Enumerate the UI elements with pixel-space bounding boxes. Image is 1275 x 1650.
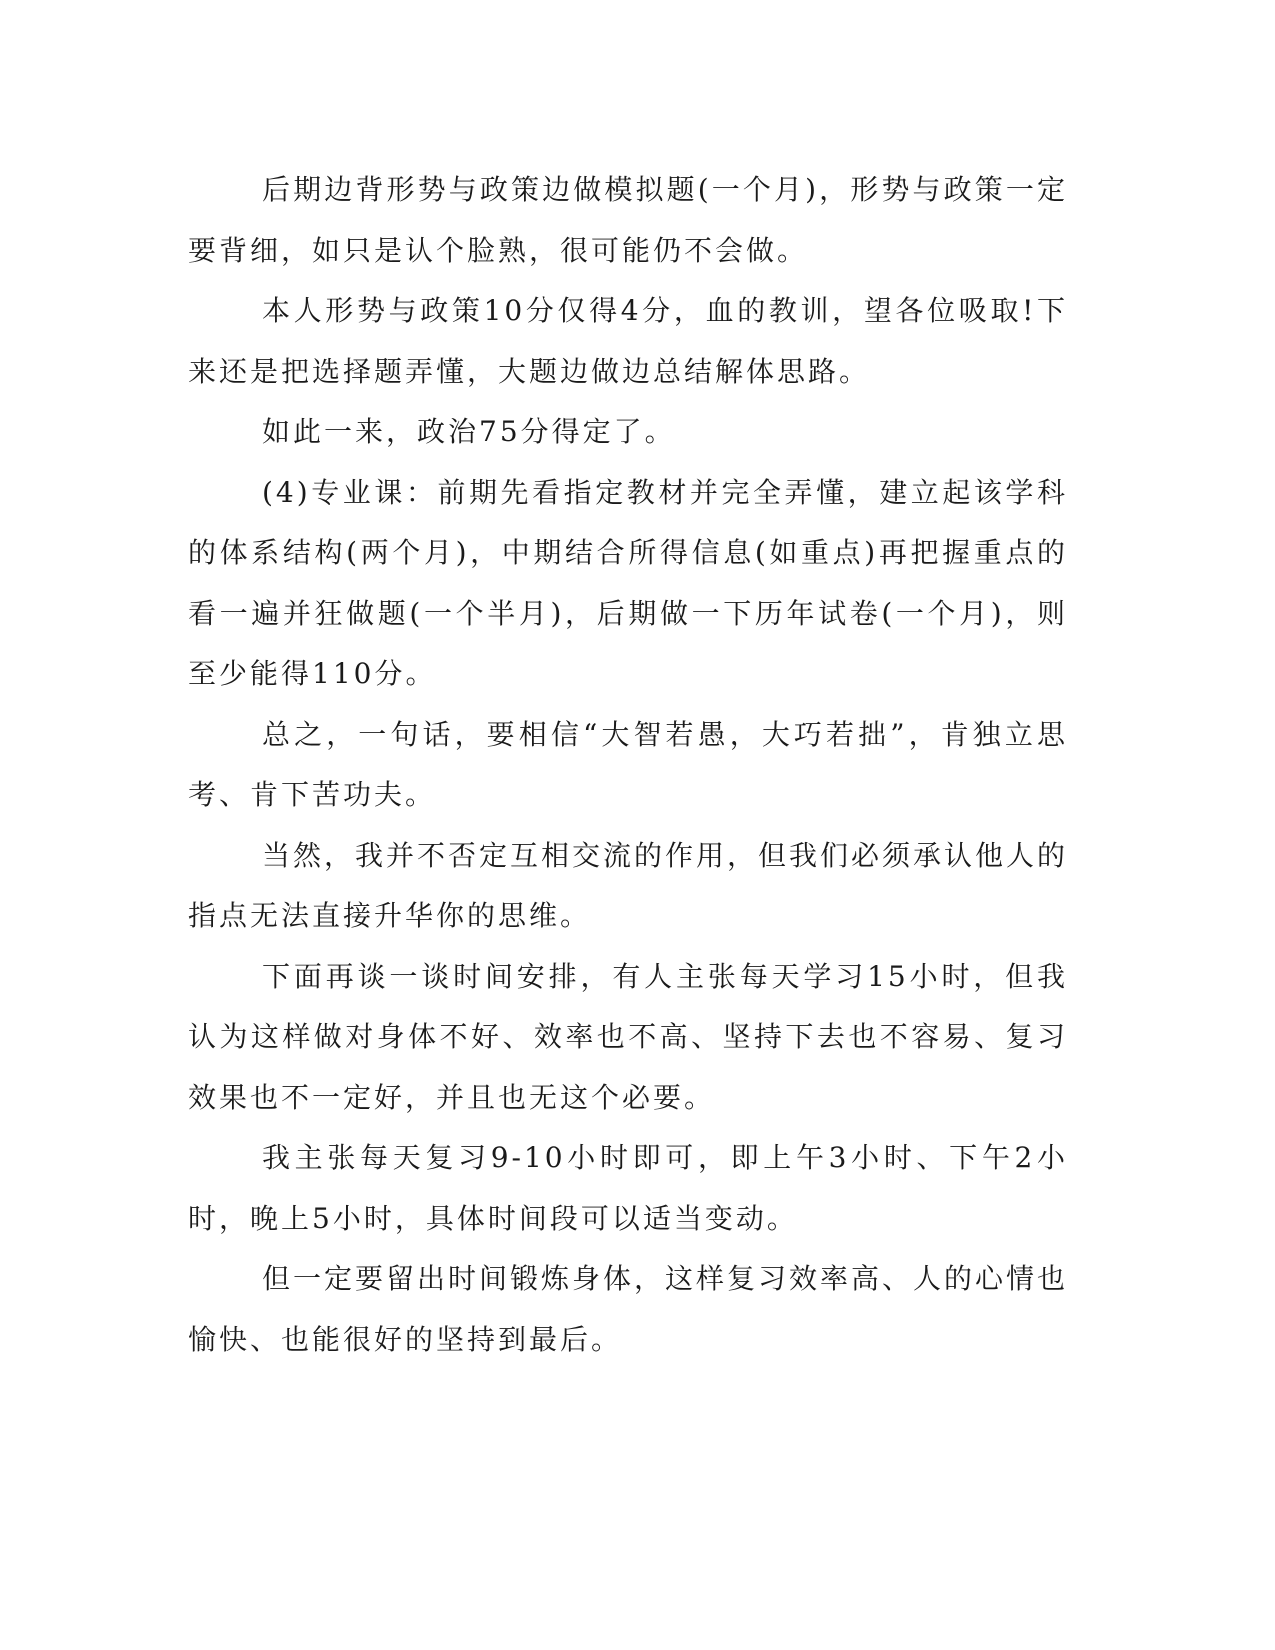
document-body (188, 160, 1068, 1370)
paragraph-6: 当然，我并不否定互相交流的作用，但我们必须承认他人的指点无法直接升华你的思维。 (188, 838, 1069, 932)
paragraph-8: 我主张每天复习9-10小时即可，即上午3小时、下午2小时，晚上5小时，具体时间段可以适当变动。 (188, 1141, 1068, 1235)
paragraph-4: (4)专业课：前期先看指定教材并完全弄懂，建立起该学科的体系结构(两个月)，中期结合所得信息(如重点)再把握重点的看一遍并狂做题(一个半月)，后期做一下历年试卷(一个月)，则至少能得110分。 (188, 475, 1068, 690)
paragraph-1: 后期边背形势与政策边做模拟题(一个月)，形势与政策一定要背细，如只是认个脸熟，很可能仍不会做。 (188, 173, 1068, 267)
paragraph-9: 但一定要留出时间锻炼身体，这样复习效率高、人的心情也愉快、也能很好的坚持到最后。 (188, 1262, 1069, 1356)
paragraph-2: 本人形势与政策10分仅得4分，血的教训，望各位吸取!下来还是把选择题弄懂，大题边做边总结解体思路。 (188, 294, 1068, 388)
paragraph-3: 如此一来，政治75分得定了。 (262, 415, 676, 448)
paragraph-7: 下面再谈一谈时间安排，有人主张每天学习15小时，但我认为这样做对身体不好、效率也不高、坚持下去也不容易、复习效果也不一定好，并且也无这个必要。 (188, 959, 1068, 1114)
paragraph-5: 总之，一句话，要相信“大智若愚，大巧若拙”，肯独立思考、肯下苦功夫。 (188, 717, 1068, 811)
